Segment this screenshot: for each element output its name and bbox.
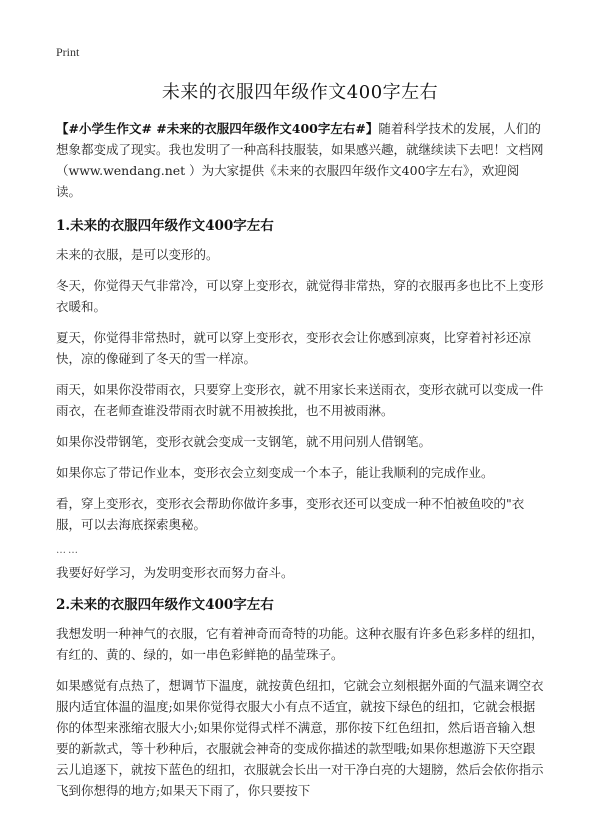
section-2-paragraph: 我想发明一种神气的衣服，它有着神奇而奇特的功能。这种衣服有许多色彩多样的纽扣，有红的、黄的、绿的，如一串色彩鲜艳的晶莹珠子。 [56,626,544,662]
section-1-paragraph: 雨天，如果你没带雨衣，只要穿上变形衣，就不用家长来送雨衣，变形衣就可以变成一件雨衣，在老师查谁没带雨衣时就不用被挨批，也不用被雨淋。 [56,382,544,418]
section-1-closing: 我要好好学习，为发明变形衣而努力奋斗。 [56,565,294,580]
print-link[interactable]: Print [56,45,80,59]
intro-paragraph [56,118,544,202]
page-title: 未来的衣服四年级作文400字左右 [161,82,439,103]
intro-text: 随着科学技术的发展，人们的想象都变成了现实。我也发明了一种高科技服装，如果感兴趣，就继续读下去吧！文档网（www.wendang.net ）为大家提供《未来的衣服四年级作文400字左右》，欢迎阅读。 [56,121,544,199]
section-1-paragraph: 未来的衣服，是可以变形的。 [56,247,219,262]
section-1-paragraph: 冬天，你觉得天气非常冷，可以穿上变形衣，就觉得非常热，穿的衣服再多也比不上变形衣暖和。 [56,278,544,314]
section-1-paragraph: 如果你忘了带记作业本，变形衣会立刻变成一个本子，能让我顺利的完成作业。 [56,465,494,480]
section-1-paragraph: 如果你没带钢笔，变形衣就会变成一支钢笔，就不用问别人借钢笔。 [56,434,432,449]
document-page [56,78,544,811]
ellipsis: …… [56,545,80,556]
section-1-title: 1.未来的衣服四年级作文400字左右 [56,218,274,234]
section-1-paragraph: 夏天，你觉得非常热时，就可以穿上变形衣，变形衣会让你感到凉爽，比穿着衬衫还凉快，凉的像碰到了冬天的雪一样凉。 [56,330,532,366]
section-2-title: 2.未来的衣服四年级作文400字左右 [56,597,274,613]
section-2-paragraph: 如果感觉有点热了，想调节下温度，就按黄色纽扣，它就会立刻根据外面的气温来调空衣服内适宜体温的温度;如果你觉得衣服大小有点不适宜，就按下绿色的纽扣，它就会根据你的体型来涨缩衣服大小;如果你觉得式样不满意，那你按下红色纽扣，然后语音输入想要的新款式，等十秒种后，衣服就会神奇的变成你描述的款型哦;如果你想遨游下天空跟云儿追逐下，就按下蓝色的纽扣，衣服就会长出一对干净白亮的大翅膀，然后会依你指示飞到你想得的地方;如果天下雨了，你只要按下 [56,678,544,798]
intro-tag: 【#小学生作文# #未来的衣服四年级作文400字左右#】 [56,121,379,136]
section-1-paragraph: 看，穿上变形衣，变形衣会帮助你做许多事，变形衣还可以变成一种不怕被鱼咬的"衣服，可以去海底探索奥秘。 [56,496,525,532]
